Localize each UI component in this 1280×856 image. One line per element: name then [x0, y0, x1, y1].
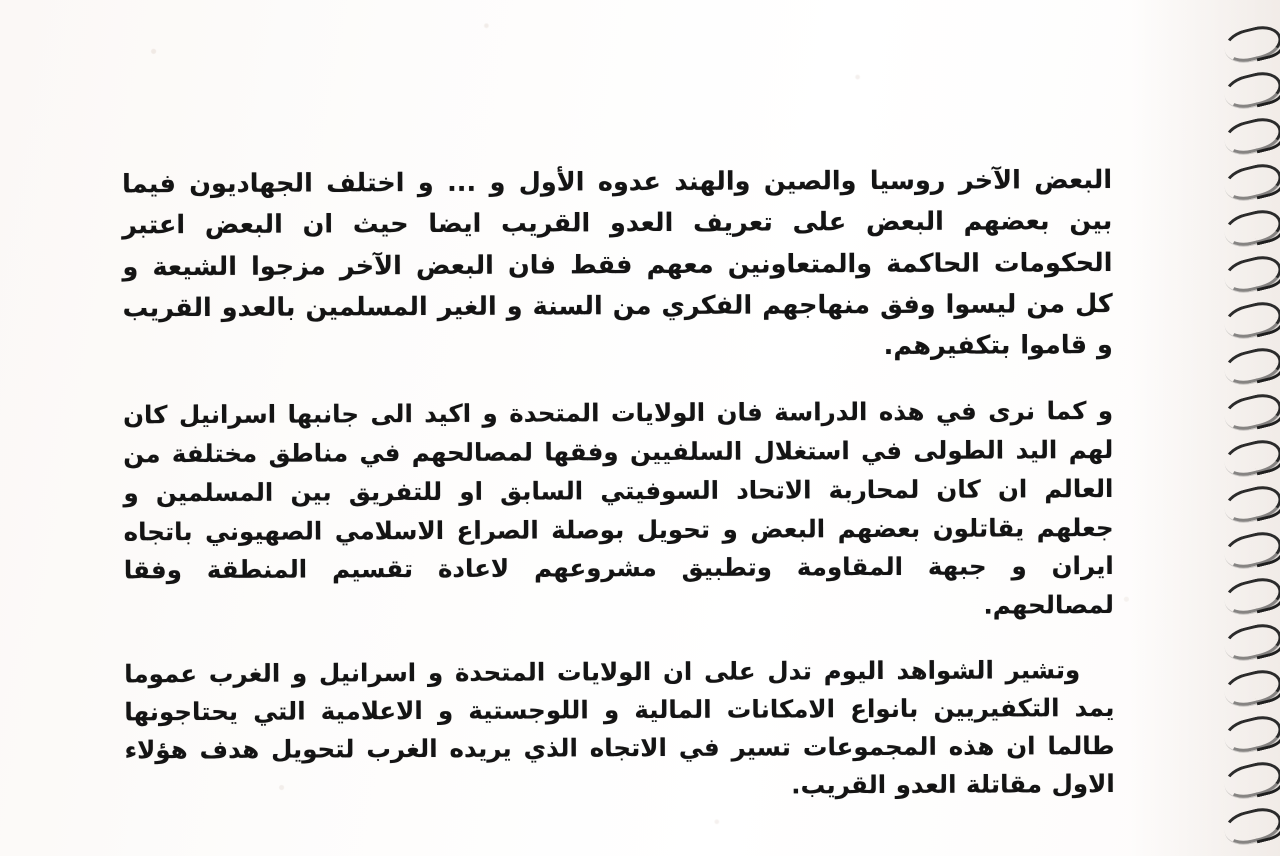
- binding-ring-wire: [1221, 113, 1280, 158]
- binding-ring-wire: [1221, 205, 1280, 250]
- binding-ring-wire: [1221, 481, 1280, 526]
- binding-ring-wire: [1221, 343, 1280, 388]
- binding-ring: [1224, 74, 1276, 100]
- binding-ring: [1224, 28, 1276, 54]
- binding-ring-wire: [1221, 711, 1280, 756]
- binding-ring: [1224, 718, 1276, 744]
- binding-ring-wire: [1221, 389, 1280, 434]
- binding-ring: [1224, 442, 1276, 468]
- binding-ring: [1224, 166, 1276, 192]
- binding-ring: [1224, 258, 1276, 284]
- page-text-body: [122, 160, 1115, 834]
- binding-ring-wire: [1221, 297, 1280, 342]
- binding-ring: [1224, 672, 1276, 698]
- binding-ring: [1224, 350, 1276, 376]
- binding-ring: [1224, 488, 1276, 514]
- binding-ring: [1224, 120, 1276, 146]
- binding-ring: [1224, 212, 1276, 238]
- binding-ring: [1224, 396, 1276, 422]
- binding-ring: [1224, 304, 1276, 330]
- binding-ring-wire: [1221, 21, 1280, 66]
- binding-ring-wire: [1221, 757, 1280, 802]
- spiral-binding: [1218, 0, 1280, 856]
- binding-ring-wire: [1221, 803, 1280, 848]
- binding-ring-wire: [1221, 67, 1280, 112]
- binding-ring: [1224, 626, 1276, 652]
- binding-ring-wire: [1221, 159, 1280, 204]
- binding-ring-wire: [1221, 251, 1280, 296]
- binding-ring-wire: [1221, 435, 1280, 480]
- binding-ring: [1224, 810, 1276, 836]
- paragraph-2: و كما نرى في هذه الدراسة فان الولايات المتحدة و اكيد الى جانبها اسرانيل كان لهم اليد الطولى في استغلال السلفيين وفقها لمصالحهم في مناطق مختلفة من العالم ان كان لمحاربة الاتحاد السوفيتي السابق او للتفريق بين المسلمين و جعلهم يقاتلون بعضهم البعض و تحويل بوصلة الصراع الاسلامي الصهيوني باتجاه ايران و جبهة المقاومة وتطبيق مشروعهم لاعادة تقسيم المنطقة وفقا لمصالحهم.: [123, 396, 1115, 620]
- paragraph-3: وتشير الشواهد اليوم تدل على ان الولايات المتحدة و اسرانيل و الغرب عموما يمد التكفيريين بانواع الامكانات المالية و اللوجستية و الاعلامية التي يحتاجونها طالما ان هذه المجموعات تسير في الاتجاه الذي يريده الغرب لتحويل هدف هؤلاء الاول مقاتلة العدو القريب.: [124, 654, 1115, 800]
- binding-ring-wire: [1221, 619, 1280, 664]
- binding-ring-wire: [1221, 665, 1280, 710]
- paragraph-1: البعض الآخر روسيا والصين والهند عدوه الأول و ... و اختلف الجهاديون فيما بين بعضهم البعض على تعريف العدو القريب ايضا حيث ان البعض اعتبر الحكومات الحاكمة والمتعاونين معهم فقط فان البعض الآخر مزجوا الشيعة و كل من ليسوا وفق منهاجهم الفكري من السنة و الغير المسلمين بالعدو القريب و قاموا بتكفيرهم.: [122, 164, 1113, 362]
- binding-ring-wire: [1221, 527, 1280, 572]
- binding-ring-wire: [1221, 573, 1280, 618]
- binding-ring: [1224, 534, 1276, 560]
- binding-ring: [1224, 580, 1276, 606]
- binding-ring: [1224, 764, 1276, 790]
